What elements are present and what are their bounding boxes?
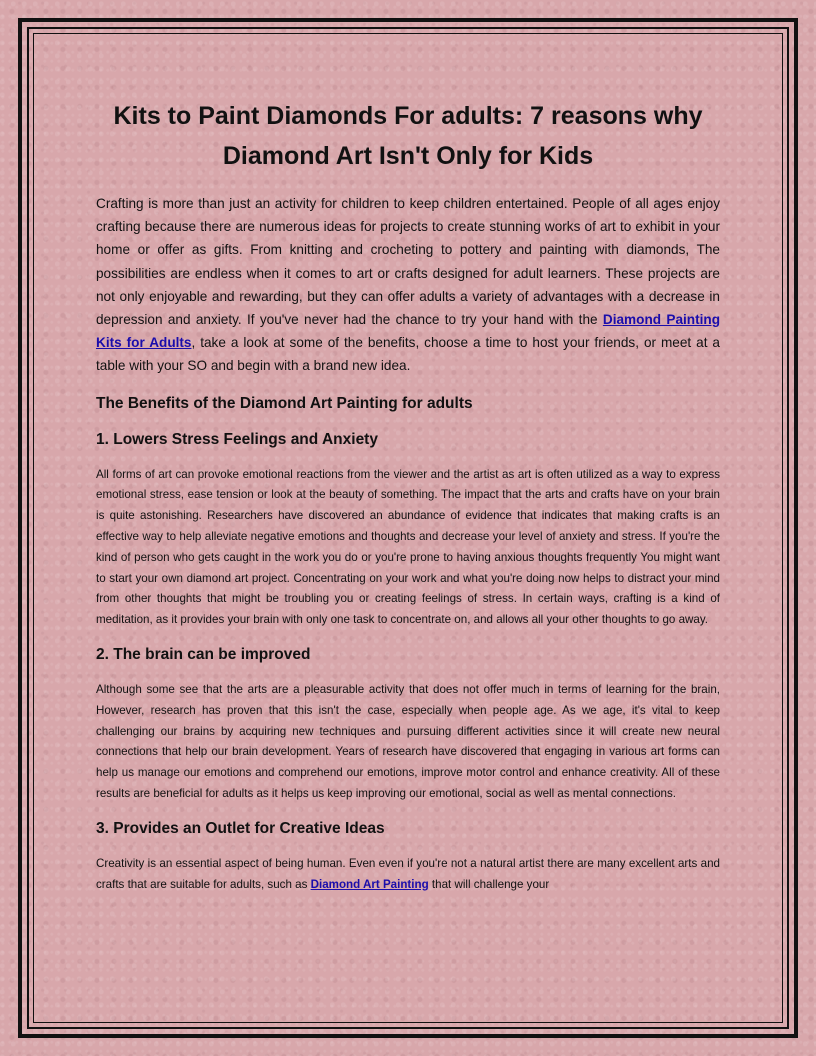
diamond-painting-kits-link[interactable]: Diamond Painting Kits for Adults xyxy=(96,312,720,351)
section-2-heading: 2. The brain can be improved xyxy=(96,646,311,663)
section-3-text-before-link: Creativity is an essential aspect of being human. Even even if you're not a natural artist there are many excellent arts and crafts that are suitable for adults, such as xyxy=(96,856,720,891)
section-3-text xyxy=(96,854,720,896)
section-1-text: All forms of art can provoke emotional reactions from the viewer and the artist as art is often utilized as a way to express emotional stress, ease tension or look at the beauty of something. The impact that the arts and crafts have on your brain is quite astonishing. Researchers have discovered an abundance of evidence that indicates that making crafts is an effective way to help alleviate negative emotions and thoughts and decrease your level of anxiety and stress. If you're the kind of person who gets caught in the work you do or you're prone to having anxious thoughts frequently You might want to start your own diamond art project. Concentrating on your work and what you're doing now helps to distract your mind from other thoughts that might be troubling you or creating feelings of stress. In certain ways, crafting is a kind of meditation, as it provides your brain with only one task to concentrate on, and allows all your other thoughts to go away. xyxy=(96,467,720,627)
section-3-text-after-link: that will challenge your xyxy=(428,877,550,891)
intro-text-before-link: Crafting is more than just an activity for children to keep children entertained. People of all ages enjoy crafting because there are numerous ideas for projects to create stunning works of art to exhibit in your home or offer as gifts. From knitting and crocheting to pottery and painting with diamonds, The possibilities are endless when it comes to art or crafts designed for adult learners. These projects are not only enjoyable and rewarding, but they can offer adults a variety of advantages with a decrease in depression and anxiety. If you've never had the chance to try your hand with the xyxy=(96,196,720,328)
section-3-heading: 3. Provides an Outlet for Creative Ideas xyxy=(96,819,385,837)
diamond-art-painting-link[interactable]: Diamond Art Painting xyxy=(310,877,429,891)
article-title: Kits to Paint Diamonds For adults: 7 reasons why Diamond Art Isn't Only for Kids xyxy=(113,102,703,170)
article xyxy=(96,96,720,908)
intro-text-after-link: , take a look at some of the benefits, choose a time to host your friends, or meet at a table with your SO and begin with a brand new idea. xyxy=(96,335,720,374)
benefits-heading: The Benefits of the Diamond Art Painting for adults xyxy=(96,394,473,412)
section-1-heading: 1. Lowers Stress Feelings and Anxiety xyxy=(96,430,378,448)
section-2-text: Although some see that the arts are a pleasurable activity that does not offer much in terms of learning for the brain, However, research has proven that this isn't the case, especially when people age. As we age, it's vital to keep challenging our brains by acquiring new techniques and pursuing different activities since it will create new neural connections that help our brain development. Years of research have discovered that engaging in various art forms can help us manage our emotions and comprehend our emotions, improve motor control and enhance creativity. All of these results are beneficial for adults as it helps us keep improving our emotional, social as well as mental connections. xyxy=(96,683,720,800)
intro-paragraph xyxy=(96,192,720,378)
